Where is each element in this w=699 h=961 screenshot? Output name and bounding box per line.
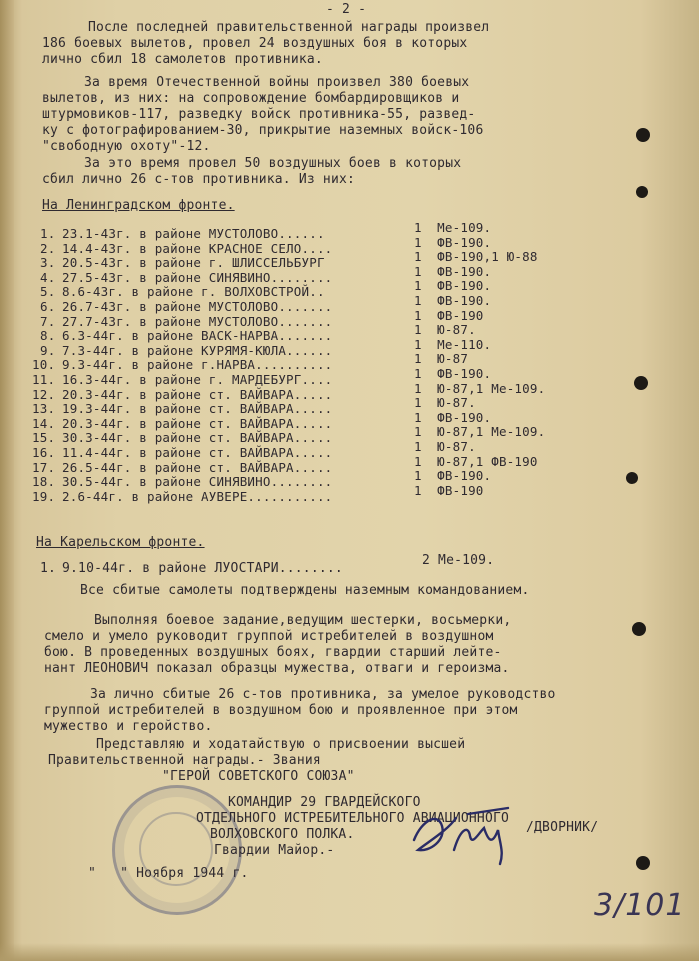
kill-row-aircraft: 1 Ю-87: [414, 351, 469, 367]
kill-row-aircraft: 1 Ю-87,1 Ме-109.: [414, 380, 546, 396]
kill-row-aircraft: 1 Ю-87.: [414, 322, 476, 338]
handwritten-signature: [408, 800, 528, 870]
intro-line: лично сбил 18 самолетов противника.: [42, 52, 323, 67]
kill-row-aircraft: 1 Ю-87,1 Ме-109.: [414, 424, 546, 440]
kill-row-number: 13.: [32, 401, 56, 417]
kill-row-text: 30.5-44г. в районе СИНЯВИНО........: [62, 474, 333, 490]
kill-row-aircraft: 1 ФВ-190.: [414, 234, 492, 250]
kill-row-aircraft: 1 Ю-87,1 ФВ-190: [414, 453, 538, 469]
kill-row-number: 7.: [40, 313, 56, 329]
summary-line: вылетов, из них: на сопровождение бомбардировщиков и: [42, 91, 460, 106]
summary-line: "свободную охоту"-12.: [42, 139, 211, 154]
commander-surname: /ДВОРНИК/: [526, 820, 599, 835]
kill-row-text: 9.3-44г. в районе г.НАРВА..........: [62, 357, 333, 373]
kill-row-aircraft: 1 Ю-87.: [414, 395, 476, 411]
award-reason-line: группой истребителей в воздушном бою и проявленное при этом: [44, 703, 518, 718]
kill-row-text: 8.6-43г. в районе г. ВОЛХОВСТРОЙ..: [62, 284, 325, 300]
kill-row-text: 6.3-44г. в районе ВАСК-НАРВА.......: [62, 328, 333, 344]
commander-rank: Гвардии Майор.-: [214, 843, 335, 858]
karelian-row-text: 9.10-44г. в районе ЛУОСТАРИ........: [62, 561, 343, 576]
characterization-line: смело и умело руководит группой истребителей в воздушном: [44, 629, 494, 644]
kill-row-number: 19.: [32, 488, 56, 504]
punch-hole: [636, 186, 648, 198]
kill-row-aircraft: 1 ФВ-190.: [414, 366, 492, 381]
kill-row-number: 11.: [32, 372, 56, 387]
kill-row-aircraft: 1 ФВ-190.: [414, 293, 492, 308]
intro-line: После последней правительственной награды произвел: [88, 20, 490, 35]
battles-line: сбил лично 26 с-тов противника. Из них:: [42, 172, 356, 187]
page-header: - 2 -: [326, 2, 367, 17]
kill-row-aircraft: 1 ФВ-190: [414, 482, 484, 498]
punch-hole: [636, 856, 650, 870]
kill-row-number: 5.: [40, 284, 56, 300]
document-date: " " Ноября 1944 г.: [88, 866, 249, 881]
kill-row-aircraft: 1 ФВ-190.: [414, 263, 492, 279]
kill-row-number: 16.: [32, 445, 56, 460]
commander-line: КОМАНДИР 29 ГВАРДЕЙСКОГО: [228, 795, 421, 810]
kill-row-text: 2.6-44г. в районе АУВЕРЕ...........: [62, 488, 333, 504]
request-line: Правительственной награды.- Звания: [48, 753, 321, 768]
kill-row-number: 8.: [40, 328, 56, 344]
kill-row-number: 15.: [32, 430, 56, 446]
leningrad-front-heading: На Ленинградском фронте.: [42, 198, 235, 213]
request-line: Представляю и ходатайствую о присвоении высшей: [96, 737, 466, 752]
characterization-line: Выполняя боевое задание,ведущим шестерки, восьмерки,: [94, 613, 512, 628]
kill-row-text: 14.4-43г. в районе КРАСНОЕ СЕЛО....: [62, 240, 333, 256]
punch-hole: [634, 376, 648, 390]
award-reason-line: За лично сбитые 26 с-тов противника, за умелое руководство: [90, 687, 556, 702]
kill-row-text: 19.3-44г. в районе ст. ВАЙВАРА.....: [62, 401, 333, 417]
kill-row-text: 7.3-44г. в районе КУРЯМЯ-КЮЛА......: [62, 342, 333, 358]
kill-row-number: 18.: [32, 474, 56, 490]
award-title: "ГЕРОЙ СОВЕТСКОГО СОЮЗА": [162, 769, 355, 784]
kill-row-text: 20.3-44г. в районе ст. ВАЙВАРА.....: [62, 386, 333, 402]
kill-row-number: 17.: [32, 459, 56, 475]
kill-row-text: 16.3-44г. в районе г. МАРДЕБУРГ....: [62, 372, 333, 387]
kill-row-aircraft: 1 Ю-87.: [414, 439, 476, 454]
kill-row-number: 12.: [32, 386, 56, 402]
commander-line: ВОЛХОВСКОГО ПОЛКА.: [210, 827, 355, 842]
kill-row-text: 26.7-43г. в районе МУСТОЛОВО.......: [62, 299, 333, 314]
characterization-line: нант ЛЕОНОВИЧ показал образцы мужества, отваги и героизма.: [44, 661, 510, 676]
kill-row-number: 14.: [32, 415, 56, 431]
kill-row-aircraft: 1 ФВ-190.: [414, 278, 492, 294]
karelian-row-number: 1.: [40, 561, 57, 576]
kill-row-aircraft: 1 ФВ-190.: [414, 468, 492, 484]
archive-page-number: 3/101: [594, 888, 686, 923]
kill-row-aircraft: 1 ФВ-190: [414, 307, 484, 323]
kill-row-text: 23.1-43г. в районе МУСТОЛОВО......: [62, 226, 325, 241]
kill-row-text: 30.3-44г. в районе ст. ВАЙВАРА.....: [62, 430, 333, 446]
commander-line: ОТДЕЛЬНОГО ИСТРЕБИТЕЛЬНОГО АВИАЦИОННОГО: [196, 811, 510, 826]
kill-row-number: 2.: [40, 240, 56, 256]
battles-line: За это время провел 50 воздушных боев в которых: [84, 156, 462, 171]
summary-line: ку с фотографированием-30, прикрытие наземных войск-106: [42, 123, 484, 138]
summary-line: За время Отечественной войны произвел 380 боевых: [84, 75, 470, 90]
karelian-row-kill: 2 Ме-109.: [422, 553, 495, 568]
kill-row-text: 26.5-44г. в районе ст. ВАЙВАРА.....: [62, 459, 333, 475]
kill-row-aircraft: 1 ФВ-190,1 Ю-88: [414, 249, 538, 265]
kill-row-text: 20.5-43г. в районе г. ШЛИССЕЛЬБУРГ: [62, 255, 325, 271]
kill-row-number: 3.: [40, 255, 56, 271]
kill-row-number: 9.: [40, 342, 56, 358]
punch-hole: [632, 622, 646, 636]
kill-row-text: 11.4-44г. в районе ст. ВАЙВАРА.....: [62, 445, 333, 460]
characterization-line: бою. В проведенных воздушных боях, гвардии старший лейте-: [44, 645, 502, 660]
confirmation-line: Все сбитые самолеты подтверждены наземным командованием.: [80, 583, 530, 598]
kill-row-text: 20.3-44г. в районе ст. ВАЙВАРА.....: [62, 415, 333, 431]
kill-row-aircraft: 1 Ме-109.: [414, 220, 492, 235]
summary-line: штурмовиков-117, разведку войск противника-55, развед-: [42, 107, 476, 122]
karelian-front-heading: На Карельском фронте.: [36, 535, 205, 550]
kill-row-number: 1.: [40, 226, 56, 241]
kill-row-number: 6.: [40, 299, 56, 314]
kill-row-text: 27.7-43г. в районе МУСТОЛОВО.......: [62, 313, 333, 329]
kill-row-number: 10.: [32, 357, 56, 373]
punch-hole: [636, 128, 650, 142]
punch-hole: [626, 472, 638, 484]
award-reason-line: мужество и геройство.: [44, 719, 213, 734]
kill-row-aircraft: 1 ФВ-190.: [414, 409, 492, 425]
page-bottom-edge: [0, 943, 699, 961]
kill-row-aircraft: 1 Ме-110.: [414, 336, 492, 352]
kill-row-number: 4.: [40, 269, 56, 285]
page-left-edge: [0, 0, 14, 961]
intro-line: 186 боевых вылетов, провел 24 воздушных боя в которых: [42, 36, 468, 51]
kill-row-text: 27.5-43г. в районе СИНЯВИНО........: [62, 269, 333, 285]
